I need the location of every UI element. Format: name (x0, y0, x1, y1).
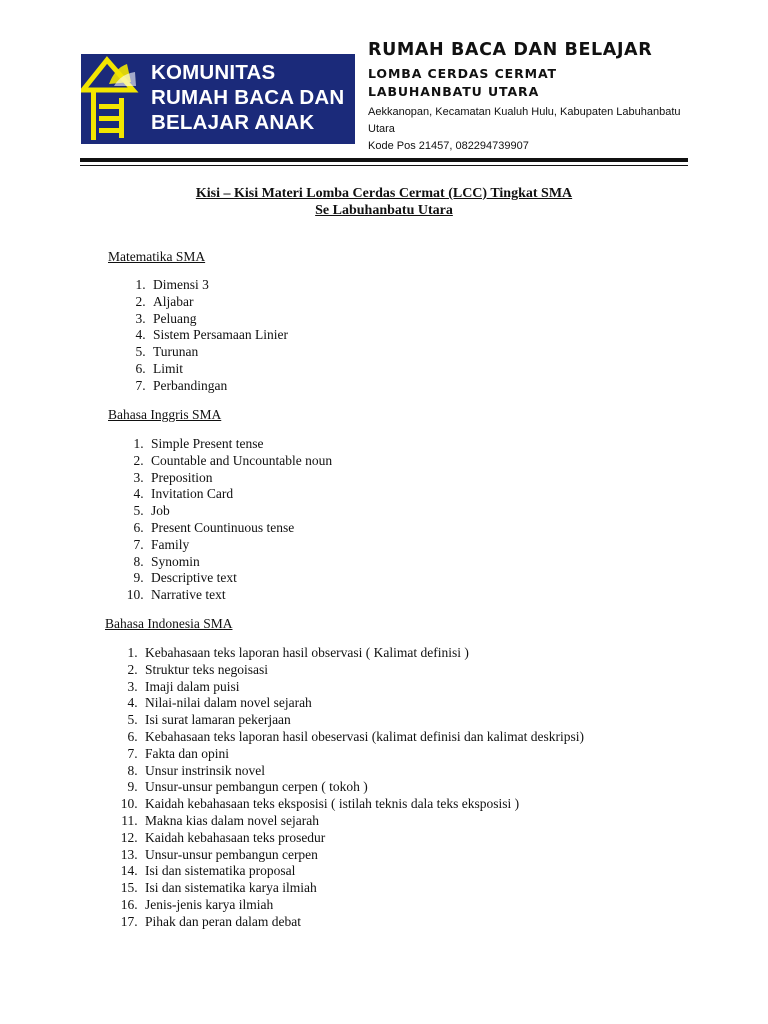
logo-line: RUMAH BACA DAN (151, 86, 345, 109)
letterhead-divider-thin (80, 165, 688, 166)
bahasa-inggris-list (118, 436, 332, 604)
list-item: 4. Sistem Persamaan Linier (149, 327, 288, 344)
list-item: 1. Kebahasaan teks laporan hasil observasi ( Kalimat definisi ) (141, 645, 584, 662)
list-item: 9. Descriptive text (147, 570, 332, 587)
bahasa-indonesia-list (112, 645, 584, 931)
document-title-line-2: Se Labuhanbatu Utara (315, 203, 453, 218)
list-item: 1. Dimensi 3 (149, 277, 288, 294)
list-item: 16. Jenis-jenis karya ilmiah (141, 897, 584, 914)
house-books-icon (81, 54, 151, 144)
list-item: 7. Fakta dan opini (141, 746, 584, 763)
list-item: 5. Isi surat lamaran pekerjaan (141, 712, 584, 729)
event-name-line-1: LOMBA CERDAS CERMAT (368, 66, 557, 81)
list-item: 17. Pihak dan peran dalam debat (141, 914, 584, 931)
logo-text (151, 60, 344, 135)
list-item: 3. Peluang (149, 311, 288, 328)
list-item: 8. Synomin (147, 554, 332, 571)
section-heading-bahasa-inggris: Bahasa Inggris SMA (108, 407, 222, 422)
address-text: Aekkanopan, Kecamatan Kualuh Hulu, Kabupaten Labuhanbatu Utara (368, 106, 681, 135)
list-item: 14. Isi dan sistematika proposal (141, 863, 584, 880)
list-item: 6. Kebahasaan teks laporan hasil obeservasi (kalimat definisi dan kalimat deskripsi) (141, 729, 584, 746)
address-block (368, 104, 688, 155)
list-item: 9. Unsur-unsur pembangun cerpen ( tokoh ) (141, 779, 584, 796)
list-item: 3. Preposition (147, 470, 332, 487)
organization-logo (81, 54, 355, 144)
organization-name: RUMAH BACA DAN BELAJAR (368, 40, 653, 60)
list-item: 2. Aljabar (149, 294, 288, 311)
event-name-line-2: LABUHANBATU UTARA (368, 84, 540, 99)
list-item: 6. Present Countinuous tense (147, 520, 332, 537)
list-item: 5. Turunan (149, 344, 288, 361)
list-item: 13. Unsur-unsur pembangun cerpen (141, 847, 584, 864)
list-item: 10. Kaidah kebahasaan teks eksposisi ( istilah teknis dala teks eksposisi ) (141, 796, 584, 813)
list-item: 3. Imaji dalam puisi (141, 679, 584, 696)
list-item: 5. Job (147, 503, 332, 520)
list-item: 4. Nilai-nilai dalam novel sejarah (141, 695, 584, 712)
logo-line: BELAJAR ANAK (151, 111, 315, 134)
list-item: 1. Simple Present tense (147, 436, 332, 453)
list-item: 6. Limit (149, 361, 288, 378)
list-item: 2. Countable and Uncountable noun (147, 453, 332, 470)
section-heading-bahasa-indonesia: Bahasa Indonesia SMA (105, 616, 233, 631)
list-item: 11. Makna kias dalam novel sejarah (141, 813, 584, 830)
document-title: Kisi – Kisi Materi Lomba Cerdas Cermat (LCC) Tingkat SMA (195, 186, 573, 201)
list-item: 4. Invitation Card (147, 486, 332, 503)
list-item: 7. Family (147, 537, 332, 554)
section-heading-matematika: Matematika SMA (108, 249, 206, 264)
list-item: 7. Perbandingan (149, 378, 288, 395)
matematika-list (120, 277, 288, 395)
list-item: 10. Narrative text (147, 587, 332, 604)
postal-text: Kode Pos 21457, 082294739907 (368, 140, 529, 152)
list-item: 15. Isi dan sistematika karya ilmiah (141, 880, 584, 897)
logo-line: KOMUNITAS (151, 61, 276, 84)
list-item: 8. Unsur instrinsik novel (141, 763, 584, 780)
list-item: 2. Struktur teks negoisasi (141, 662, 584, 679)
letterhead-divider-thick (80, 158, 688, 162)
list-item: 12. Kaidah kebahasaan teks prosedur (141, 830, 584, 847)
